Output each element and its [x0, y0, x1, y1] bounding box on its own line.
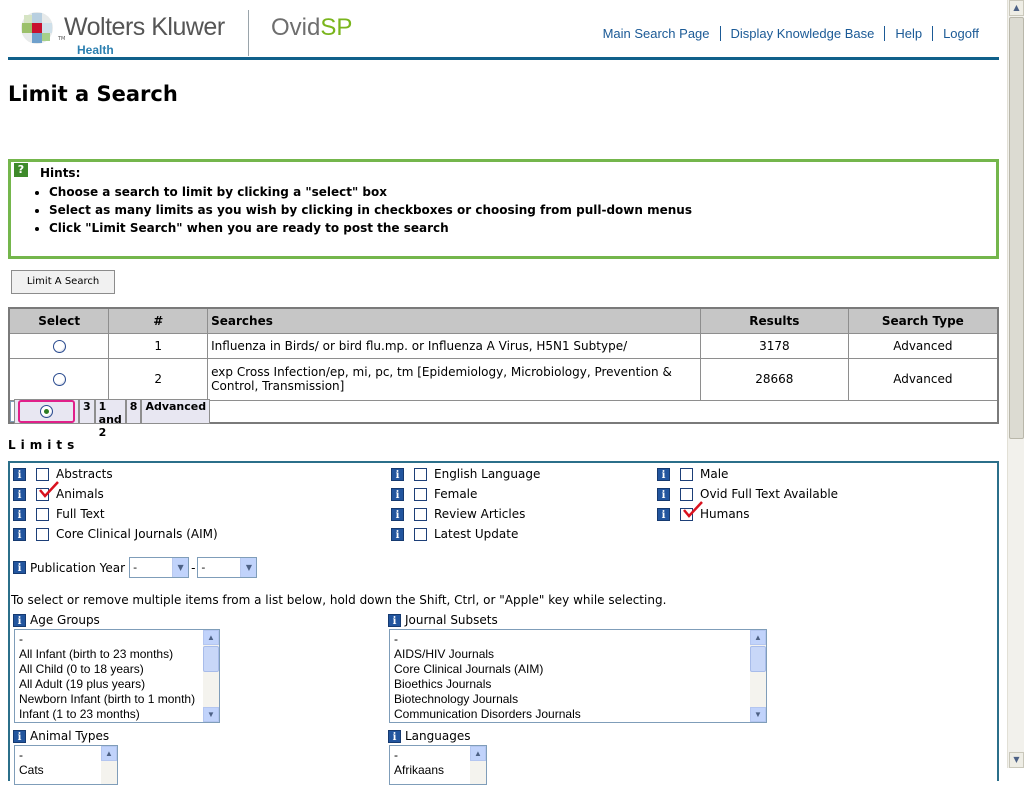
- info-icon[interactable]: i: [13, 468, 26, 481]
- wolters-kluwer-logo-icon: [20, 11, 54, 45]
- table-row-selected: [10, 401, 70, 422]
- age-groups-label: Age Groups: [30, 613, 100, 627]
- list-option[interactable]: Biotechnology Journals: [394, 692, 519, 706]
- scroll-thumb[interactable]: [203, 646, 219, 672]
- list-option[interactable]: -: [19, 748, 23, 762]
- hints-list: [24, 183, 692, 237]
- limit-label: Abstracts: [56, 467, 113, 481]
- help-question-icon: ?: [14, 163, 28, 177]
- scroll-up-icon[interactable]: ▲: [101, 746, 117, 761]
- selected-value: -: [201, 561, 206, 574]
- limit-core-clinical-journals: [13, 526, 218, 542]
- select-radio-search-1[interactable]: [53, 340, 66, 353]
- search-type: Advanced: [848, 333, 998, 358]
- nav-display-knowledge-base[interactable]: Display Knowledge Base: [720, 26, 885, 41]
- logo-divider: [248, 10, 249, 56]
- wolters-kluwer-ovid-logo: [20, 8, 360, 60]
- limits-heading: Limits: [8, 438, 80, 452]
- limit-animals: [13, 486, 104, 502]
- year-range-separator: -: [191, 560, 196, 575]
- selected-value: -: [133, 561, 138, 574]
- search-query: exp Cross Infection/ep, mi, pc, tm [Epidemiology, Microbiology, Prevention & Control, Transmission]: [208, 358, 701, 400]
- animals-checkbox[interactable]: [36, 488, 49, 501]
- column-header-select: Select: [9, 308, 109, 333]
- search-query: 1 and 2: [95, 399, 126, 424]
- latest-update-checkbox[interactable]: [414, 528, 427, 541]
- limit-male: [657, 466, 728, 482]
- hint-item: • Choose a search to limit by clicking a "select" box: [49, 183, 692, 201]
- info-icon[interactable]: i: [13, 561, 26, 574]
- list-option[interactable]: All Adult (19 plus years): [19, 677, 146, 691]
- ovid-full-text-checkbox[interactable]: [680, 488, 693, 501]
- info-icon[interactable]: i: [657, 508, 670, 521]
- languages-label: Languages: [405, 729, 471, 743]
- scroll-down-icon[interactable]: ▼: [1009, 752, 1024, 768]
- list-option[interactable]: All Child (0 to 18 years): [19, 662, 144, 676]
- limit-label: Animals: [56, 487, 104, 501]
- full-text-checkbox[interactable]: [36, 508, 49, 521]
- select-cell: [9, 358, 109, 400]
- list-option[interactable]: All Infant (birth to 23 months): [19, 647, 174, 661]
- column-header-results: Results: [700, 308, 848, 333]
- english-language-checkbox[interactable]: [414, 468, 427, 481]
- limits-panel: [8, 461, 999, 781]
- publication-year-label: Publication Year: [30, 560, 126, 575]
- info-icon[interactable]: i: [657, 488, 670, 501]
- search-query: Influenza in Birds/ or bird flu.mp. or Influenza A Virus, H5N1 Subtype/: [208, 333, 701, 358]
- info-icon[interactable]: i: [13, 488, 26, 501]
- header-divider: [8, 57, 999, 60]
- info-icon[interactable]: i: [391, 528, 404, 541]
- info-icon[interactable]: i: [13, 730, 26, 743]
- info-icon[interactable]: i: [13, 614, 26, 627]
- list-option[interactable]: Afrikaans: [394, 763, 445, 777]
- product-name-sp: SP: [320, 14, 353, 41]
- scroll-thumb[interactable]: [1009, 17, 1024, 439]
- limit-full-text: [13, 506, 105, 522]
- humans-checkbox[interactable]: [680, 508, 693, 521]
- page-scrollbar[interactable]: [1007, 0, 1024, 768]
- list-option[interactable]: Newborn Infant (birth to 1 month): [19, 692, 196, 706]
- limit-label: Core Clinical Journals (AIM): [56, 527, 218, 541]
- column-header-number: #: [109, 308, 208, 333]
- nav-help[interactable]: Help: [884, 26, 932, 41]
- search-type: Advanced: [848, 358, 998, 400]
- product-name-main: Ovid: [271, 14, 321, 41]
- limit-label: Review Articles: [434, 507, 526, 521]
- search-number: 3: [79, 399, 95, 424]
- scroll-up-icon[interactable]: ▲: [1009, 0, 1024, 16]
- search-results: 28668: [700, 358, 848, 400]
- selection-highlight: [18, 400, 75, 423]
- limit-a-search-button[interactable]: Limit A Search: [11, 270, 115, 294]
- scroll-down-icon[interactable]: ▼: [203, 707, 219, 722]
- limit-label: Male: [700, 467, 729, 481]
- abstracts-checkbox[interactable]: [36, 468, 49, 481]
- list-option[interactable]: Core Clinical Journals (AIM): [394, 662, 544, 676]
- list-option[interactable]: Communication Disorders Journals: [394, 707, 581, 721]
- animal-types-label: Animal Types: [30, 729, 110, 743]
- search-number: 1: [109, 333, 208, 358]
- nav-main-search-page[interactable]: Main Search Page: [602, 26, 710, 41]
- info-icon[interactable]: i: [391, 508, 404, 521]
- age-groups-label-row: [13, 613, 100, 627]
- list-option[interactable]: Infant (1 to 23 months): [19, 707, 140, 721]
- info-icon[interactable]: i: [388, 730, 401, 743]
- table-row: [9, 358, 998, 400]
- list-option[interactable]: Cats: [19, 763, 44, 777]
- listbox-scrollbar[interactable]: [750, 630, 766, 722]
- animal-types-label-row: [13, 729, 109, 743]
- brand-name: Wolters Kluwer: [64, 13, 225, 41]
- limit-ovid-full-text-available: [657, 486, 838, 502]
- scroll-up-icon[interactable]: ▲: [470, 746, 486, 761]
- limit-latest-update: [391, 526, 518, 542]
- hint-item: • Click "Limit Search" when you are ready to post the search: [49, 219, 692, 237]
- column-header-searches: Searches: [208, 308, 701, 333]
- male-checkbox[interactable]: [680, 468, 693, 481]
- table-row: [9, 333, 998, 358]
- journal-subsets-listbox[interactable]: [389, 629, 767, 723]
- journal-subsets-label-row: [388, 613, 498, 627]
- multi-select-instructions: To select or remove multiple items from a list below, hold down the Shift, Ctrl, or "Apple" key while selecting.: [11, 593, 667, 607]
- limit-review-articles: [391, 506, 525, 522]
- select-radio-search-3[interactable]: [40, 405, 53, 418]
- hints-box: [8, 159, 999, 259]
- search-type: Advanced: [141, 399, 210, 424]
- limit-label: Female: [434, 487, 478, 501]
- scroll-thumb[interactable]: [750, 646, 766, 672]
- trademark-mark: TM: [58, 36, 66, 42]
- journal-subsets-options: [394, 632, 581, 722]
- journal-subsets-label: Journal Subsets: [405, 613, 498, 627]
- limit-label: English Language: [434, 467, 541, 481]
- select-cell: [9, 333, 109, 358]
- publication-year-from-select[interactable]: [129, 557, 189, 578]
- column-header-search-type: Search Type: [848, 308, 998, 333]
- product-name: [271, 14, 352, 42]
- listbox-scrollbar[interactable]: [203, 630, 219, 722]
- scroll-up-icon[interactable]: ▲: [750, 630, 766, 645]
- table-header-row: [9, 308, 998, 333]
- publication-year-row: [13, 557, 257, 578]
- hint-item: • Select as many limits as you wish by clicking in checkboxes or choosing from pull-down menus: [49, 201, 692, 219]
- brand-division: Health: [77, 43, 114, 57]
- chevron-down-icon: ▼: [172, 558, 188, 577]
- search-history-table: [8, 307, 999, 439]
- limit-abstracts: [13, 466, 113, 482]
- listbox-scrollbar[interactable]: [470, 746, 486, 784]
- select-cell: [14, 399, 79, 424]
- core-clinical-journals-checkbox[interactable]: [36, 528, 49, 541]
- languages-label-row: [388, 729, 470, 743]
- listbox-scrollbar[interactable]: [101, 746, 117, 784]
- list-option[interactable]: AIDS/HIV Journals: [394, 647, 495, 661]
- limit-label: Full Text: [56, 507, 105, 521]
- publication-year-to-select[interactable]: [197, 557, 257, 578]
- chevron-down-icon: ▼: [240, 558, 256, 577]
- limit-label: Humans: [700, 507, 750, 521]
- search-results: 8: [126, 399, 142, 424]
- hints-title: Hints:: [40, 166, 81, 180]
- info-icon[interactable]: i: [13, 508, 26, 521]
- age-groups-options: [19, 632, 195, 722]
- limit-english-language: [391, 466, 540, 482]
- scroll-up-icon[interactable]: ▲: [203, 630, 219, 645]
- info-icon[interactable]: i: [391, 468, 404, 481]
- top-navigation: [593, 26, 989, 41]
- limit-label: Latest Update: [434, 527, 519, 541]
- limit-humans: [657, 506, 750, 522]
- languages-listbox[interactable]: [389, 745, 487, 785]
- list-option[interactable]: Bioethics Journals: [394, 677, 492, 691]
- limit-female: [391, 486, 477, 502]
- info-icon[interactable]: i: [13, 528, 26, 541]
- scroll-down-icon[interactable]: ▼: [750, 707, 766, 722]
- languages-options: [394, 748, 444, 778]
- info-icon[interactable]: i: [391, 488, 404, 501]
- list-option[interactable]: -: [19, 632, 23, 646]
- animal-types-listbox[interactable]: [14, 745, 118, 785]
- info-icon[interactable]: i: [657, 468, 670, 481]
- female-checkbox[interactable]: [414, 488, 427, 501]
- page-title: Limit a Search: [8, 82, 178, 106]
- review-articles-checkbox[interactable]: [414, 508, 427, 521]
- info-icon[interactable]: i: [388, 614, 401, 627]
- list-option[interactable]: -: [394, 632, 398, 646]
- search-results: 3178: [700, 333, 848, 358]
- animal-types-options: [19, 748, 44, 778]
- age-groups-listbox[interactable]: [14, 629, 220, 723]
- search-number: 2: [109, 358, 208, 400]
- limit-label: Ovid Full Text Available: [700, 487, 839, 501]
- select-radio-search-2[interactable]: [53, 373, 66, 386]
- list-option[interactable]: -: [394, 748, 398, 762]
- nav-logoff[interactable]: Logoff: [932, 26, 989, 41]
